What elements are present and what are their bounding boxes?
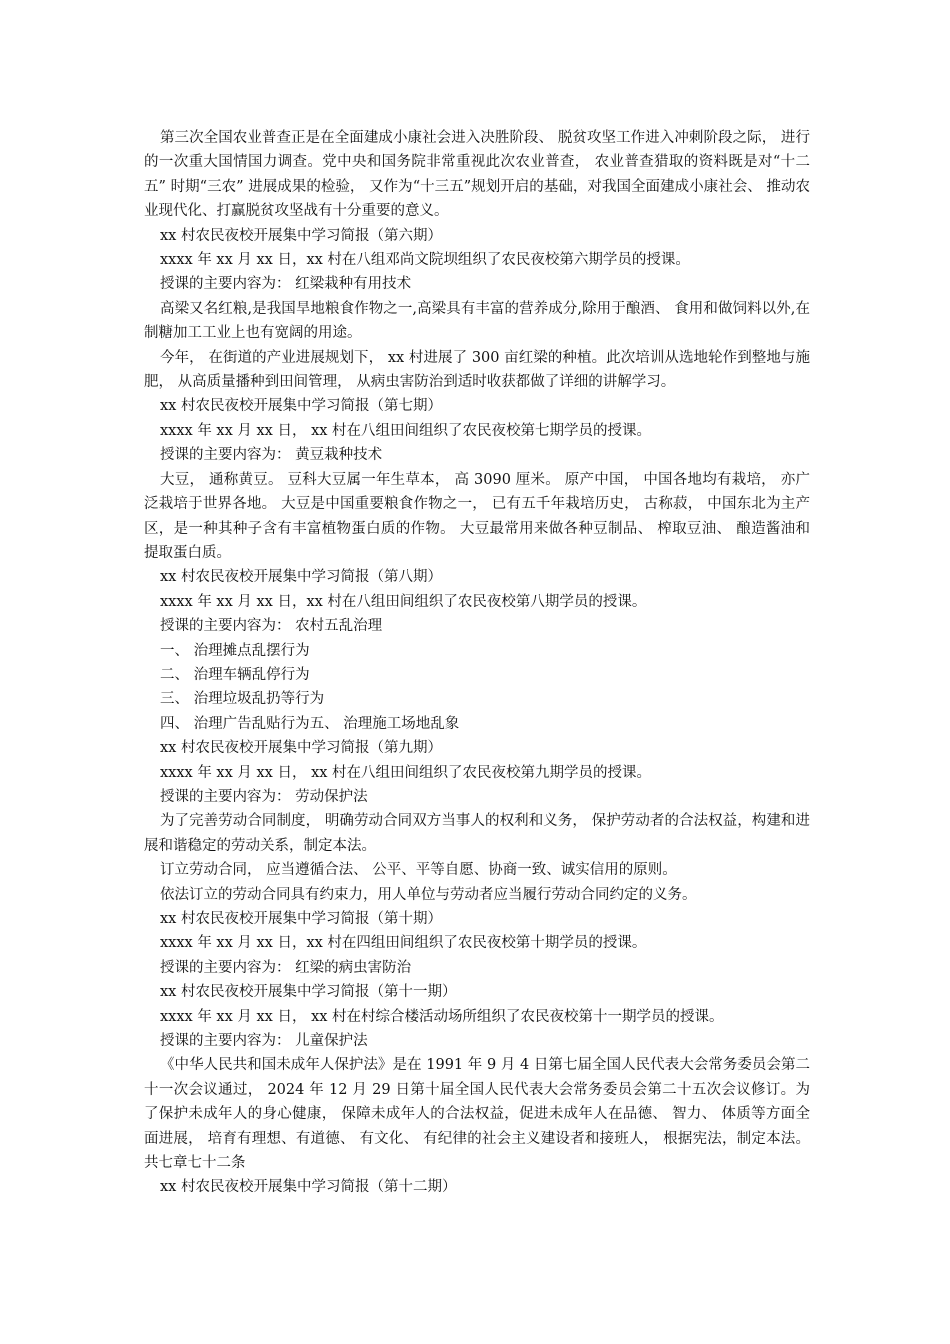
bulletin-title-6: xx 村农民夜校开展集中学习简报（第六期） — [160, 227, 442, 244]
labor-law-paragraph: 为了完善劳动合同制度， 明确劳动合同双方当事人的权利和义务， 保护劳动者的合法权益，构建和进展和谐稳定的劳动关系，制定本法。 — [144, 813, 810, 854]
bulletin-title-10: xx 村农民夜校开展集中学习简报（第十期） — [160, 911, 442, 927]
session-info-8: xxxx 年 xx 月 xx 日，xx 村在八组田间组织了农民夜校第八期学员的授课。 — [160, 593, 647, 610]
bulletin-title-12: xx 村农民夜校开展集中学习简报（第十二期） — [160, 1179, 457, 1196]
minor-protection-paragraph: 《中华人民共和国未成年人保护法》是在 1991 年 9 月 4 日第七届全国人民代表大会常务委员会第二十一次会议通过， 2024 年 12 月 29 日第十届全国人民代表大会常务委员会第二十五次会议修订。为了保护未成年人的身心健康， 保障未成年人的合法权益，促进未成年人在品德、 智力、 体质等方面全面进展， 培育有理想、有道德、 有文化、 有纪律的社会主义建设者和接班人， 根据宪法，制定本法。 共七章七十二条 — [144, 1057, 810, 1172]
session-info-9: xxxx 年 xx 月 xx 日， xx 村在八组田间组织了农民夜校第九期学员的授课。 — [160, 764, 652, 781]
soybean-paragraph: 大豆， 通称黄豆。 豆科大豆属一年生草本， 高 3090 厘米。 原产中国， 中国各地均有栽培， 亦广泛栽培于世界各地。 大豆是中国重要粮食作物之一， 已有五千年栽培历史， 古称菽， 中国东北为主产区，是一种其种子含有丰富植物蛋白质的作物。 大豆最常用来做各种豆制品、 榨取豆油、 酿造酱油和提取蛋白质。 — [144, 471, 810, 561]
labor-contract-binding: 依法订立的劳动合同具有约束力，用人单位与劳动者应当履行劳动合同约定的义务。 — [160, 886, 697, 903]
bulletin-title-9: xx 村农民夜校开展集中学习简报（第九期） — [160, 740, 442, 757]
bulletin-title-7: xx 村农民夜校开展集中学习简报（第七期） — [160, 398, 442, 415]
course-topic-9: 授课的主要内容为： 劳动保护法 — [160, 788, 368, 805]
list-item-1: 一、 治理摊点乱摆行为 — [160, 642, 310, 659]
course-topic-6: 授课的主要内容为： 红梁栽种有用技术 — [160, 276, 412, 293]
course-topic-7: 授课的主要内容为： 黄豆栽种技术 — [160, 447, 383, 464]
bulletin-title-11: xx 村农民夜校开展集中学习简报（第十一期） — [160, 984, 457, 1001]
document-body — [144, 126, 810, 1200]
labor-contract-principles: 订立劳动合同， 应当遵循合法、 公平、平等自愿、协商一致、诚实信用的原则。 — [160, 862, 677, 879]
bulletin-title-8: xx 村农民夜校开展集中学习简报（第八期） — [160, 569, 442, 586]
course-topic-8: 授课的主要内容为： 农村五乱治理 — [160, 618, 383, 635]
session-info-7: xxxx 年 xx 月 xx 日， xx 村在八组田间组织了农民夜校第七期学员的授课。 — [160, 422, 652, 439]
course-topic-10: 授课的主要内容为： 红梁的病虫害防治 — [160, 959, 412, 976]
list-item-3: 三、 治理垃圾乱扔等行为 — [160, 691, 325, 708]
sorghum-paragraph: 高梁又名红粮,是我国旱地粮食作物之一,高梁具有丰富的营养成分,除用于酿酒、 食用和做饲料以外,在制糖加工工业上也有宽阔的用途。 — [144, 300, 810, 342]
intro-paragraph: 第三次全国农业普查正是在全面建成小康社会进入决胜阶段、 脱贫攻坚工作进入冲刺阶段之际， 进行的一次重大国情国力调查。党中央和国务院非常重视此次农业普查， 农业普查猎取的资料既是对“十二五” 时期“三农” 进展成果的检验， 又作为“十三五”规划开启的基础，对我国全面建成小康社会、 推动农业现代化、打赢脱贫攻坚战有十分重要的意义。 — [144, 130, 810, 220]
session-info-11: xxxx 年 xx 月 xx 日， xx 村在村综合楼活动场所组织了农民夜校第十一期学员的授课。 — [160, 1008, 724, 1025]
sorghum-planting-paragraph: 今年， 在街道的产业进展规划下， xx 村进展了 300 亩红梁的种植。此次培训从选地轮作到整地与施肥， 从高质量播种到田间管理， 从病虫害防治到适时收获都做了详细的讲解学习。 — [144, 349, 810, 391]
session-info-10: xxxx 年 xx 月 xx 日，xx 村在四组田间组织了农民夜校第十期学员的授课。 — [160, 935, 647, 952]
list-item-2: 二、 治理车辆乱停行为 — [160, 666, 310, 683]
course-topic-11: 授课的主要内容为： 儿童保护法 — [160, 1033, 368, 1050]
list-item-4-5: 四、 治理广告乱贴行为五、 治理施工场地乱象 — [160, 715, 460, 732]
session-info-6: xxxx 年 xx 月 xx 日，xx 村在八组邓尚文院坝组织了农民夜校第六期学员的授课。 — [160, 252, 690, 269]
